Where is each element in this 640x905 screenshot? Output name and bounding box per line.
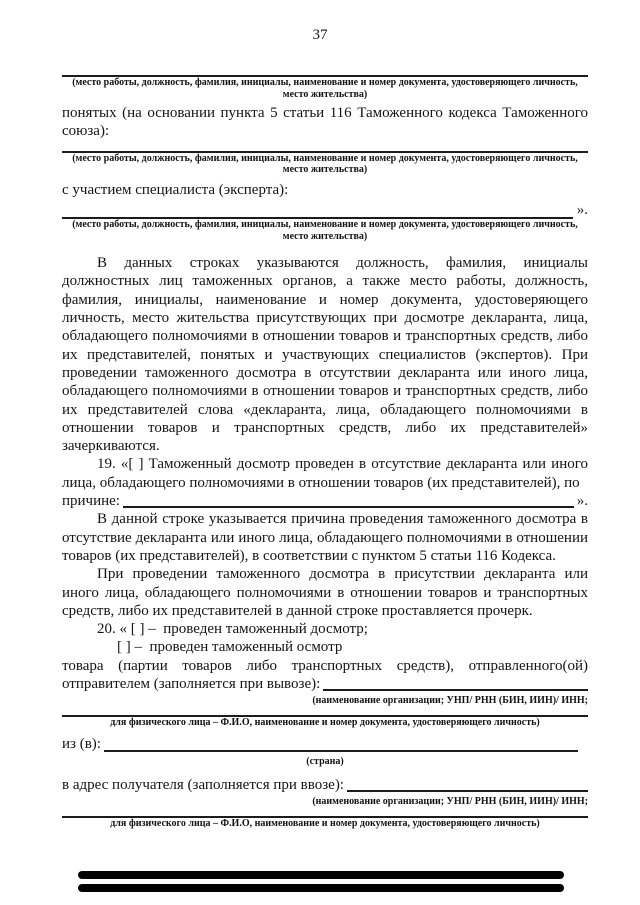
blank-line xyxy=(123,506,574,508)
caption-country: (страна) xyxy=(306,755,344,767)
from-label: из (в): xyxy=(62,736,101,753)
caption-individual: для физического лица – Ф.И.О, наименование и номер документа, удостоверяющего личность) xyxy=(110,716,540,728)
caption-organization: (наименование организации; УНП/ РНН (БИН, ИИН)/ ИНН; xyxy=(312,796,588,808)
item20-goods-line: товара (партии товаров либо транспортных средств), отправленного(ой) xyxy=(62,657,588,674)
specialist-intro: с участием специалиста (эксперта): xyxy=(62,181,289,198)
item19-paragraph: 19. «[ ] Таможенный досмотр проведен в отсутствие декларанта или иного лица, обладающего полномочиями в отношении товаров (их представителей), по xyxy=(62,456,588,491)
caption-person-details-cont: место жительства) xyxy=(282,164,368,176)
caption-individual: для физического лица – Ф.И.О, наименование и номер документа, удостоверяющего личность) xyxy=(110,817,540,829)
blank-line-row xyxy=(62,201,588,219)
caption-organization: (наименование организации; УНП/ РНН (БИН, ИИН)/ ИНН; xyxy=(312,695,588,707)
blank-line xyxy=(323,689,588,691)
footer-bar xyxy=(78,884,564,892)
closing-quote: ». xyxy=(576,201,588,218)
recipient-label: в адрес получателя (заполняется при ввозе): xyxy=(62,777,344,794)
recipient-row xyxy=(62,776,588,794)
lines-explanation-paragraph: В данных строках указываются должность, фамилия, инициалы должностных лиц таможенных органов, а также место работы, должность, фамилия, инициалы, наименование и номер документа, удостоверяющего личность, место жительства присутствующих при досмотре декларанта, лица, обладающего полномочиями в отношении товаров и транспортных средств, либо их представителей, понятых и участвующих специалистов (экспертов). При проведении таможенного досмотра в отсутствии декларанта или иного лица, обладающего полномочиями в отношении товаров и транспортных средств, либо их представителей слова «декларанта, лица, обладающего полномочиями в отношении товаров и транспортных средств, либо их представителей» зачеркиваются. xyxy=(62,255,588,455)
caption-person-details: (место работы, должность, фамилия, инициалы, наименование и номер документа, удостоверяющего личность, xyxy=(72,219,578,231)
sender-row xyxy=(62,675,588,693)
caption-person-details: (место работы, должность, фамилия, инициалы, наименование и номер документа, удостоверяющего личность, xyxy=(72,152,578,164)
item20-option-examination: [ ] – проведен таможенный осмотр xyxy=(117,639,343,656)
footer-bar xyxy=(78,871,564,879)
item19-dash-note-paragraph: При проведении таможенного досмотра в присутствии декларанта или иного лица, обладающего полномочиями в отношении товаров и транспортных средств, либо их представителей в данной строке проставляется прочерк. xyxy=(62,566,588,619)
sender-label: отправителем (заполняется при вывозе): xyxy=(62,676,321,693)
item19-explanation-paragraph: В данной строке указывается причина проведения таможенного досмотра в отсутствие декларанта или иного лица, обладающего полномочиями в отношении товаров (их представителей), в соответствии с пунктом 5 статьи 116 Кодекса. xyxy=(62,511,588,564)
item19-cause-row xyxy=(62,492,588,510)
caption-person-details-cont: место жительства) xyxy=(282,230,368,242)
blank-line xyxy=(104,750,578,752)
blank-line xyxy=(347,790,588,792)
from-row xyxy=(62,735,588,753)
caption-person-details: (место работы, должность, фамилия, инициалы, наименование и номер документа, удостоверяющего личность, xyxy=(72,77,578,88)
page-number: 37 xyxy=(312,27,328,43)
closing-quote: ». xyxy=(576,493,588,510)
caption-person-details-cont: место жительства) xyxy=(282,88,368,100)
item20-option-inspection: 20. « [ ] – проведен таможенный досмотр; xyxy=(97,621,368,638)
item19-cause-label: причине: xyxy=(62,493,120,510)
witnesses-intro: понятых (на основании пункта 5 статьи 116 Таможенного кодекса Таможенного союза): xyxy=(62,105,588,140)
page-content xyxy=(0,75,640,829)
